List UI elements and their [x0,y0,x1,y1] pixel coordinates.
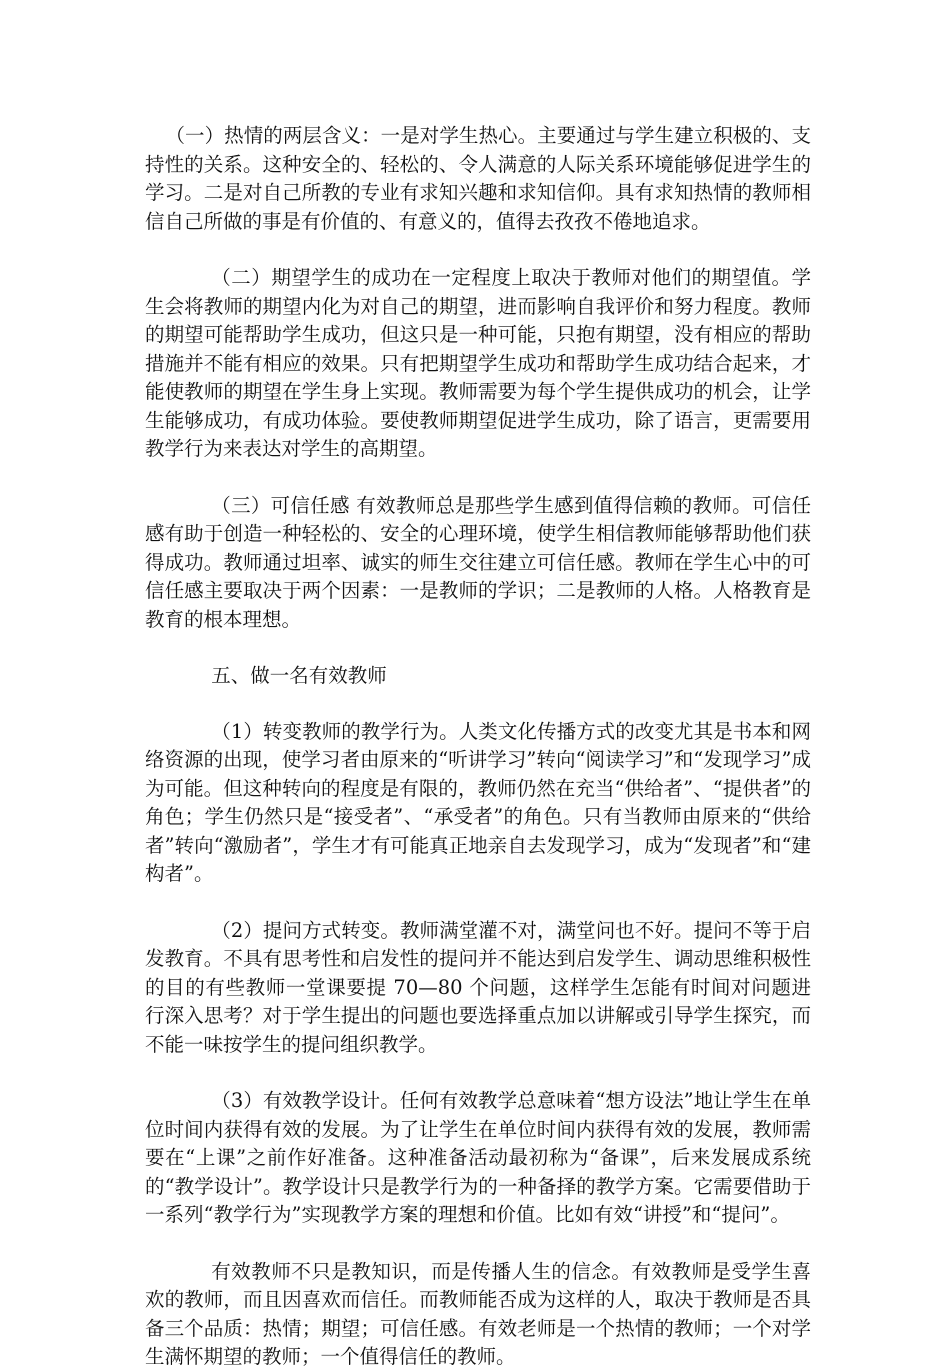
paragraph-enthusiasm: （一）热情的两层含义：一是对学生热心。主要通过与学生建立积极的、支持性的关系。这种安全的、轻松的、令人满意的人际关系环境能够促进学生的学习。二是对自己所教的专业有求知兴趣和求知信仰。具有求知热情的教师相信自己所做的事是有价值的、有意义的，值得去孜孜不倦地追求。 [145,124,811,233]
paragraph-gap [145,1230,811,1258]
paragraph-questioning: （2）提问方式转变。教师满堂灌不对，满堂问也不好。提问不等于启发教育。不具有思考性和启发性的提问并不能达到启发学生、调动思维积极性的目的有些教师一堂课要提 70—80 个问题，这样学生怎能有时间对问题进行深入思考？对于学生提出的问题也要选择重点加以讲解或引导学生探究，而不能一味按学生的提问组织教学。 [145,918,811,1056]
paragraph-expectation: （二）期望学生的成功在一定程度上取决于教师对他们的期望值。学生会将教师的期望内化为对自己的期望，进而影响自我评价和努力程度。教师的期望可能帮助学生成功，但这只是一种可能，只抱有期望，没有相应的帮助措施并不能有相应的效果。只有把期望学生成功和帮助学生成功结合起来，才能使教师的期望在学生身上实现。教师需要为每个学生提供成功的机会，让学生能够成功，有成功体验。要使教师期望促进学生成功，除了语言，更需要用教学行为来表达对学生的高期望。 [145,266,811,460]
section-heading-five: 五、做一名有效教师 [211,664,387,687]
paragraph-gap [145,464,811,492]
paragraph-trust: （三）可信任感 有效教师总是那些学生感到值得信赖的教师。可信任感有助于创造一种轻松的、安全的心理环境，使学生相信教师能够帮助他们获得成功。教师通过坦率、诚实的师生交往建立可信任感。教师在学生心中的可信任感主要取决于两个因素：一是教师的学识；二是教师的人格。人格教育是教育的根本理想。 [145,493,811,631]
paragraph-gap [145,889,811,917]
paragraph-gap [145,634,811,662]
paragraph-teaching-behavior: （1）转变教师的教学行为。人类文化传播方式的改变尤其是书本和网络资源的出现，使学习者由原来的“听讲学习”转向“阅读学习”和“发现学习”成为可能。但这种转向的程度是有限的，教师仍然在充当“供给者”、“提供者”的角色；学生仍然只是“接受者”、“承受者”的角色。只有当教师由原来的“供给者”转向“激励者”，学生才有可能真正地亲自去发现学习，成为“发现者”和“建构者”。 [145,719,811,885]
paragraph-gap [145,691,811,718]
paragraph-gap [145,236,811,264]
paragraph-gap [145,1059,811,1087]
paragraph-conclusion: 有效教师不只是教知识，而是传播人生的信念。有效教师是受学生喜欢的教师，而且因喜欢而信任。而教师能否成为这样的人，取决于教师是否具备三个品质：热情；期望；可信任感。有效老师是一个热情的教师；一个对学生满怀期望的教师；一个值得信任的教师。 [145,1259,811,1368]
document-body [145,122,811,1372]
paragraph-teaching-design: （3）有效教学设计。任何有效教学总意味着“想方设法”地让学生在单位时间内获得有效的发展。为了让学生在单位时间内获得有效的发展，教师需要在“上课”之前作好准备。这种准备活动最初称为“备课”，后来发展成系统的“教学设计”。教学设计只是教学行为的一种备择的教学方案。它需要借助于一系列“教学行为”实现教学方案的理想和价值。比如有效“讲授”和“提问”。 [145,1089,811,1226]
